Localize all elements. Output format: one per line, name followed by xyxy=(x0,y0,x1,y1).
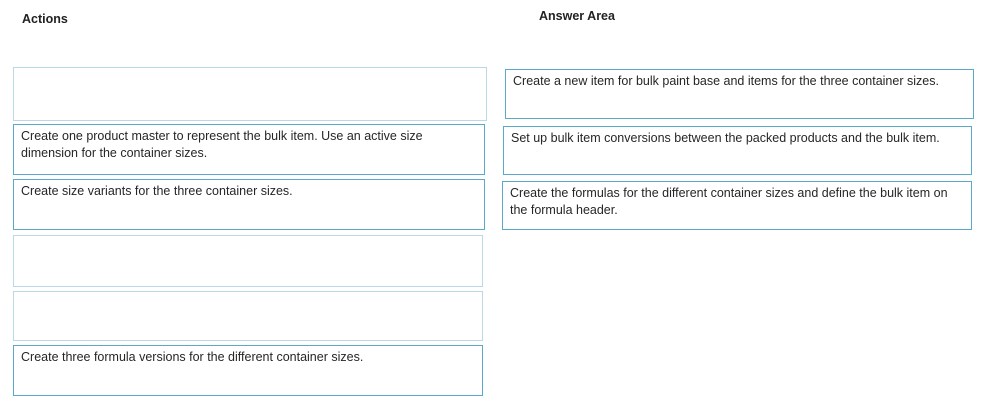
answer-area-heading: Answer Area xyxy=(539,9,615,23)
answer-item[interactable]: Set up bulk item conversions between the packed products and the bulk item. xyxy=(503,126,972,175)
answer-item[interactable]: Create the formulas for the different container sizes and define the bulk item on the formula header. xyxy=(502,181,972,230)
answer-item[interactable]: Create a new item for bulk paint base and items for the three container sizes. xyxy=(505,69,974,119)
actions-heading: Actions xyxy=(22,12,68,26)
action-slot-empty[interactable] xyxy=(13,291,483,341)
action-slot-empty[interactable] xyxy=(13,235,483,287)
action-item[interactable]: Create one product master to represent the bulk item. Use an active size dimension for the container sizes. xyxy=(13,124,485,175)
action-item[interactable]: Create size variants for the three container sizes. xyxy=(13,179,485,230)
action-slot-empty[interactable] xyxy=(13,67,487,121)
action-item[interactable]: Create three formula versions for the different container sizes. xyxy=(13,345,483,396)
